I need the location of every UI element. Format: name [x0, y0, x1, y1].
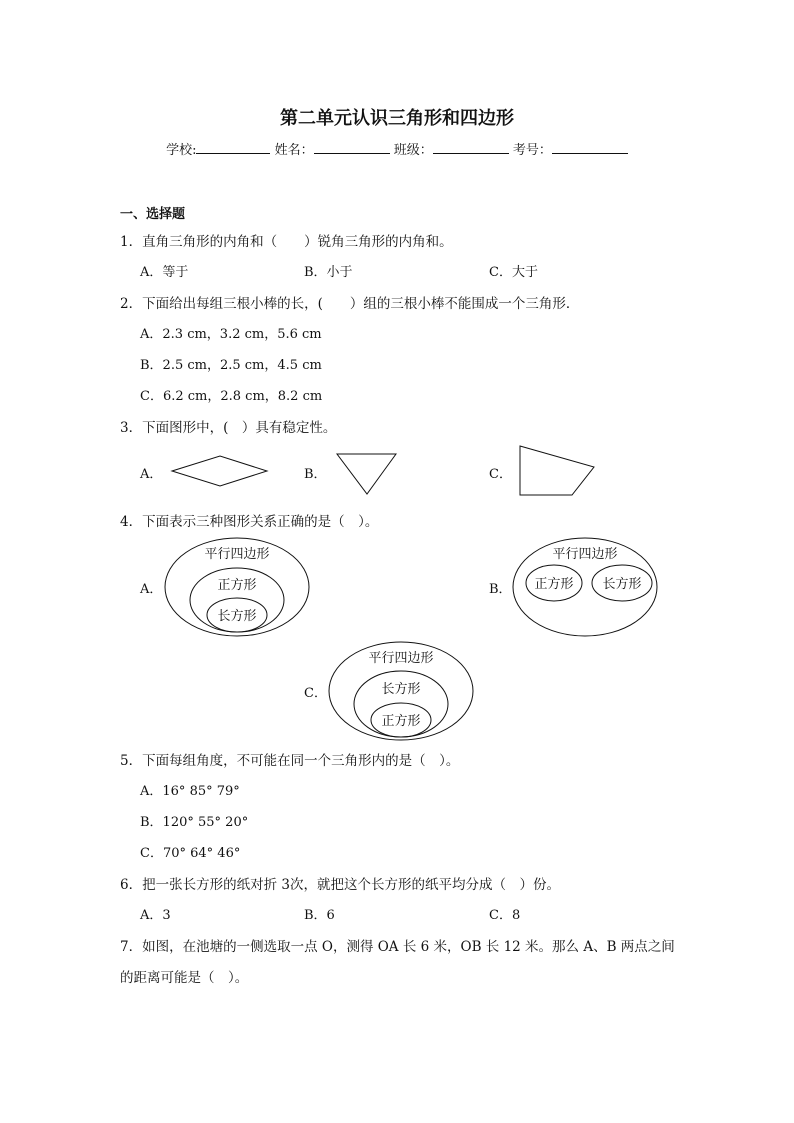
question-5-stem: 5．下面每组角度，不可能在同一个三角形内的是（ ）。 [120, 753, 460, 769]
venn-a-inner-label: 长方形 [217, 609, 257, 624]
question-4-option-b[interactable]: B． [489, 582, 512, 597]
question-7-stem-line-1: 7．如图，在池塘的一侧选取一点 O，测得 OA 长 6 米，OB 长 12 米。那么 A、B 两点之间 [120, 939, 675, 955]
venn-b-outer-label: 平行四边形 [552, 547, 618, 562]
trapezoid-figure [519, 445, 597, 497]
question-4-option-c[interactable]: C． [304, 686, 327, 701]
page-title: 第二单元认识三角形和四边形 [280, 108, 514, 129]
rhombus-figure [172, 455, 268, 487]
question-5-option-b[interactable]: B．120° 55° 20° [140, 815, 249, 830]
question-6-option-a[interactable]: A．3 [140, 908, 171, 923]
question-1-option-c[interactable]: C．大于 [489, 265, 538, 280]
venn-diagram-a [164, 537, 310, 637]
student-info-line [0, 139, 794, 158]
question-6-option-b[interactable]: B．6 [304, 908, 335, 923]
question-3-option-a[interactable]: A． [140, 467, 163, 482]
question-2-option-c[interactable]: C．6.2 cm，2.8 cm，8.2 cm [140, 389, 323, 404]
question-2-option-b[interactable]: B．2.5 cm，2.5 cm，4.5 cm [140, 358, 322, 373]
question-5-option-a[interactable]: A．16° 85° 79° [140, 784, 240, 799]
question-6-option-c[interactable]: C．8 [489, 908, 521, 923]
question-2-stem: 2．下面给出每组三根小棒的长，( ）组的三根小棒不能围成一个三角形． [120, 296, 580, 312]
class-blank[interactable] [433, 141, 509, 154]
venn-c-middle-label: 长方形 [381, 682, 421, 697]
exam-no-blank[interactable] [552, 141, 628, 154]
question-2-option-a[interactable]: A．2.3 cm，3.2 cm，5.6 cm [140, 327, 322, 342]
class-label: 班级： [393, 143, 433, 158]
question-3-stem: 3．下面图形中，( ）具有稳定性。 [120, 420, 337, 436]
exam-no-label: 考号： [512, 143, 552, 158]
question-4-option-a[interactable]: A． [140, 582, 163, 597]
section-heading: 一、选择题 [120, 207, 186, 222]
name-label: 姓名： [274, 143, 314, 158]
venn-c-outer-label: 平行四边形 [368, 651, 434, 666]
question-7-stem-line-2: 的距离可能是（ ）。 [120, 970, 249, 986]
venn-a-middle-label: 正方形 [217, 578, 257, 593]
venn-a-outer-label: 平行四边形 [204, 547, 270, 562]
question-1-stem: 1．直角三角形的内角和（ ）锐角三角形的内角和。 [120, 234, 453, 250]
venn-diagram-c [328, 641, 474, 741]
school-label: 学校: [166, 143, 197, 158]
question-1-option-a[interactable]: A．等于 [140, 265, 189, 280]
venn-b-left-label: 正方形 [534, 577, 574, 592]
venn-b-right-label: 长方形 [602, 577, 642, 592]
question-4-stem: 4．下面表示三种图形关系正确的是（ ）。 [120, 514, 379, 530]
question-5-option-c[interactable]: C．70° 64° 46° [140, 846, 241, 861]
venn-diagram-b [512, 537, 658, 637]
name-blank[interactable] [314, 141, 390, 154]
triangle-figure [337, 453, 397, 495]
question-1-option-b[interactable]: B．小于 [304, 265, 353, 280]
venn-c-inner-label: 正方形 [381, 714, 421, 729]
question-6-stem: 6．把一张长方形的纸对折 3次，就把这个长方形的纸平均分成（ ）份。 [120, 877, 560, 893]
school-blank[interactable] [196, 141, 270, 154]
question-3-option-c[interactable]: C． [489, 467, 512, 482]
question-3-option-b[interactable]: B． [304, 467, 327, 482]
